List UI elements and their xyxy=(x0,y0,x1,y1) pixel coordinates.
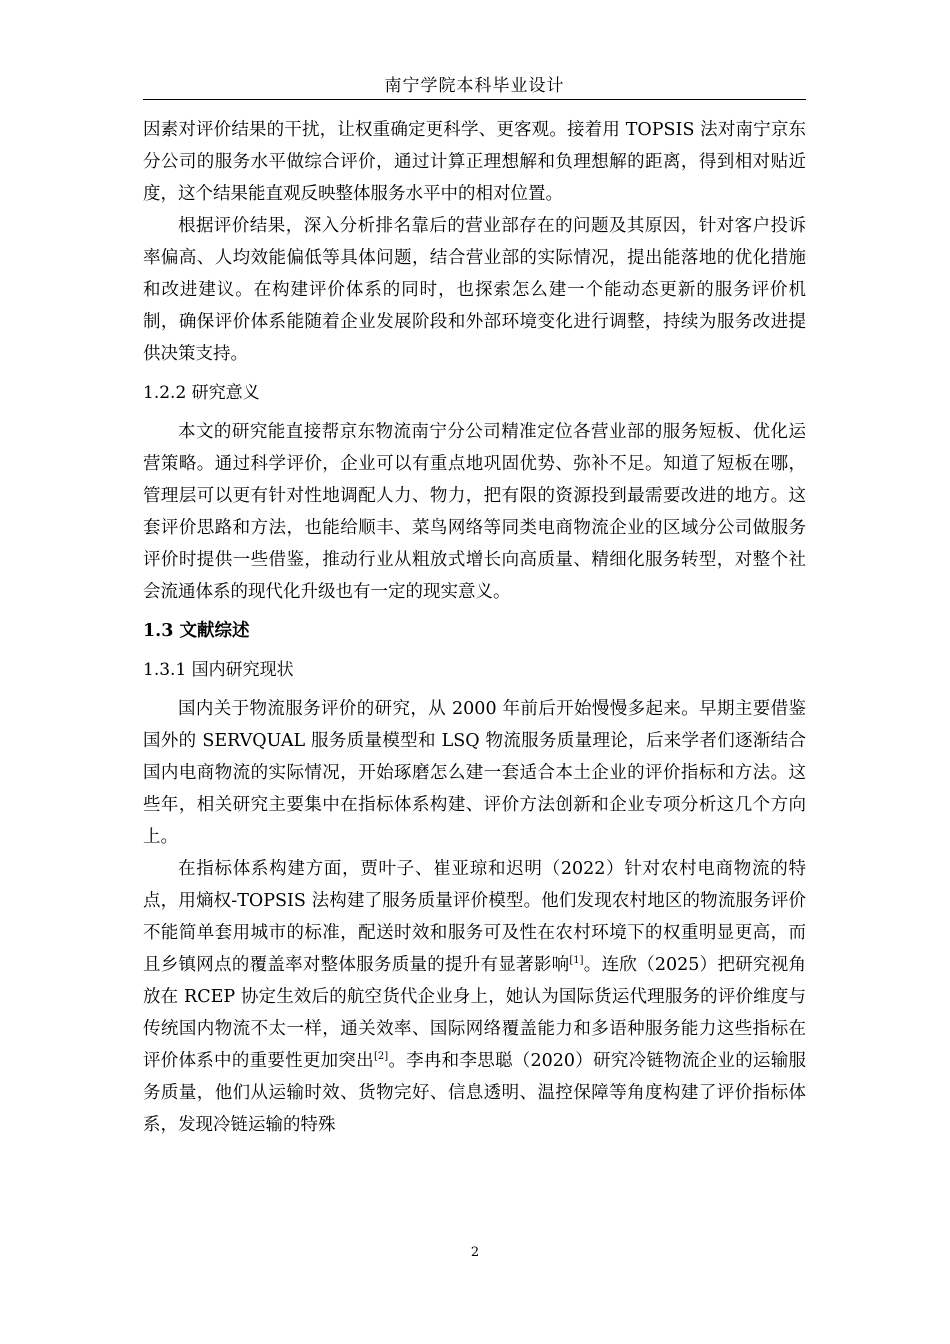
paragraph-5-part-a: 在指标体系构建方面，贾叶子、崔亚琼和迟明（2022）针对农村电商物流的特点，用熵权-TOPSIS 法构建了服务质量评价模型。他们发现农村地区的物流服务评价不能简单套用城市的标准，配送时效和服务可及性在农村环境下的权重明显更高，而且乡镇网点的覆盖率对整体服务质量的提升有显著影响 xyxy=(143,859,806,975)
section-heading-1-3-1: 1.3.1 国内研究现状 xyxy=(143,660,294,680)
document-body xyxy=(143,114,806,1141)
citation-1[interactable]: [1] xyxy=(569,955,584,967)
paragraph-5-part-c: 。李冉和李思聪（2020）研究冷链物流企业的运输服务质量，他们从运输时效、货物完好、信息透明、温控保障等角度构建了评价指标体系，发现冷链运输的特殊 xyxy=(143,1051,806,1135)
paragraph-1: 因素对评价结果的干扰，让权重确定更科学、更客观。接着用 TOPSIS 法对南宁京东分公司的服务水平做综合评价，通过计算正理想解和负理想解的距离，得到相对贴近度，这个结果能直观反映整体服务水平中的相对位置。 xyxy=(143,120,806,204)
paragraph-5 xyxy=(143,853,806,1141)
section-heading-1-2-2: 1.2.2 研究意义 xyxy=(143,383,260,403)
page-number: 2 xyxy=(470,1245,480,1260)
paragraph-2: 根据评价结果，深入分析排名靠后的营业部存在的问题及其原因，针对客户投诉率偏高、人均效能偏低等具体问题，结合营业部的实际情况，提出能落地的优化措施和改进建议。在构建评价体系的同时，也探索怎么建一个能动态更新的服务评价机制，确保评价体系能随着企业发展阶段和外部环境变化进行调整，持续为服务改进提供决策支持。 xyxy=(143,216,806,364)
paragraph-4: 国内关于物流服务评价的研究，从 2000 年前后开始慢慢多起来。早期主要借鉴国外的 SERVQUAL 服务质量模型和 LSQ 物流服务质量理论，后来学者们逐渐结合国内电商物流的实际情况，开始琢磨怎么建一套适合本土企业的评价指标和方法。这些年，相关研究主要集中在指标体系构建、评价方法创新和企业专项分析这几个方向上。 xyxy=(143,699,806,847)
paragraph-5-part-b: 。连欣（2025）把研究视角放在 RCEP 协定生效后的航空货代企业身上，她认为国际货运代理服务的评价维度与传统国内物流不太一样，通关效率、国际网络覆盖能力和多语种服务能力这些指标在评价体系中的重要性更加突出 xyxy=(143,955,806,1071)
citation-2[interactable]: [2] xyxy=(373,1051,389,1063)
header-divider xyxy=(143,99,806,100)
section-heading-1-3: 1.3 文献综述 xyxy=(143,621,250,641)
page-header: 南宁学院本科毕业设计 xyxy=(384,76,565,96)
paragraph-3: 本文的研究能直接帮京东物流南宁分公司精准定位各营业部的服务短板、优化运营策略。通过科学评价，企业可以有重点地巩固优势、弥补不足。知道了短板在哪，管理层可以更有针对性地调配人力、物力，把有限的资源投到最需要改进的地方。这套评价思路和方法，也能给顺丰、菜鸟网络等同类电商物流企业的区域分公司做服务评价时提供一些借鉴，推动行业从粗放式增长向高质量、精细化服务转型，对整个社会流通体系的现代化升级也有一定的现实意义。 xyxy=(143,422,806,602)
